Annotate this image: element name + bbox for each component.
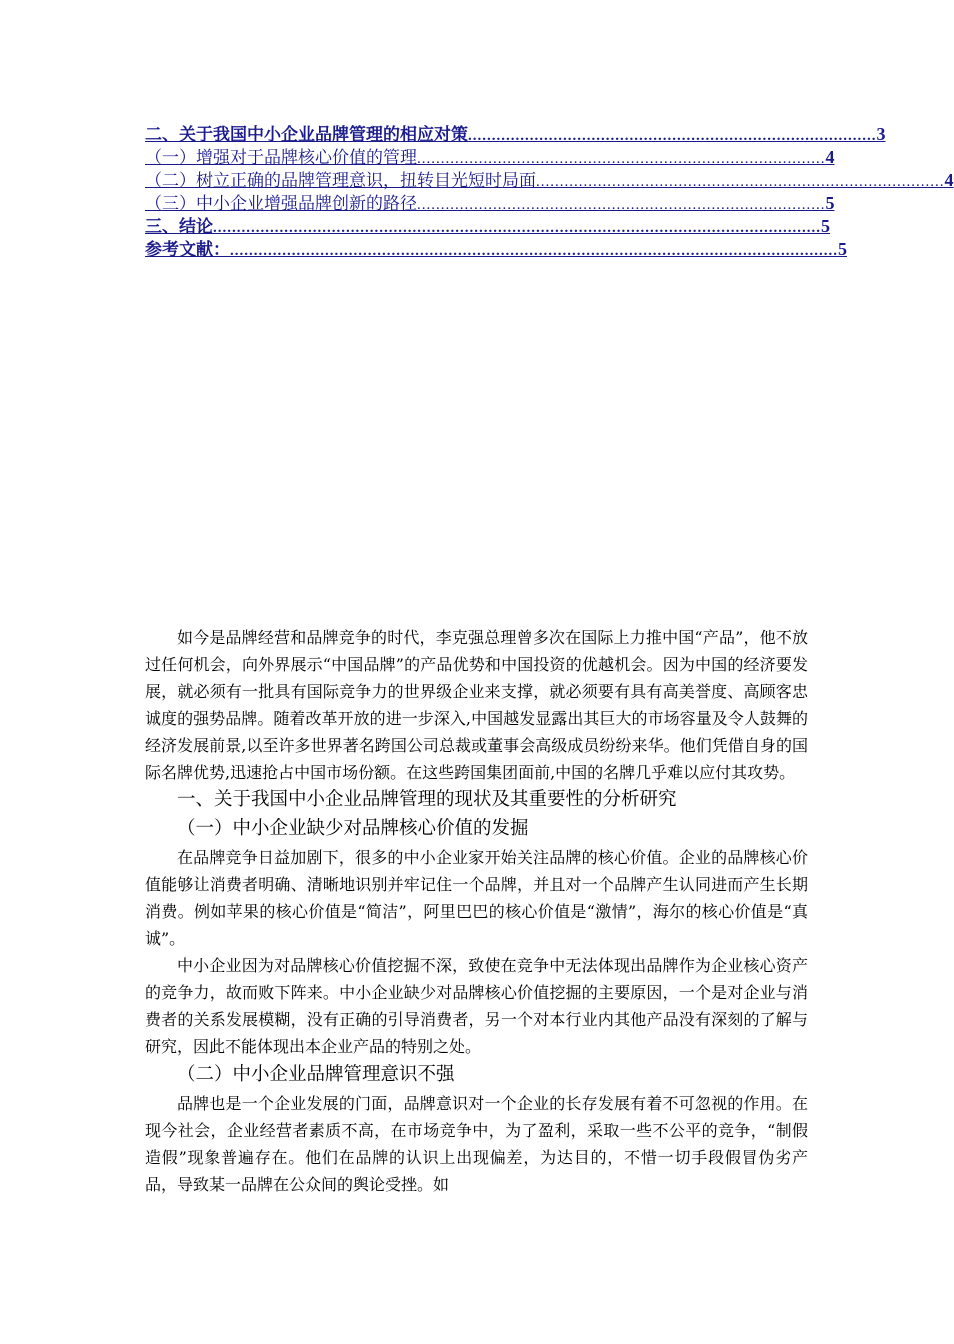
toc-leader-dots: ...................................................................................... xyxy=(536,174,945,190)
subsection-2-paragraph-1: 品牌也是一个企业发展的门面，品牌意识对一个企业的长存发展有着不可忽视的作用。在现今社会，企业经营者素质不高，在市场竞争中，为了盈利，采取一些不公平的竞争，“制假造假”现象普遍存在。他们在品牌的认识上出现偏差，为达目的，不惜一切手段假冒伪劣产品，导致某一品牌在公众间的舆论受挫。如 xyxy=(145,1094,808,1194)
toc-entry-section-3[interactable] xyxy=(145,215,830,238)
subsection-1-heading: （一）中小企业缺少对品牌核心价值的发掘 xyxy=(177,818,529,839)
toc-entry-title: （三）中小企业增强品牌创新的路径 xyxy=(145,194,417,214)
toc-page-number: 5 xyxy=(821,216,830,236)
table-of-contents xyxy=(145,123,954,261)
document-body xyxy=(145,624,808,1198)
toc-page-number: 4 xyxy=(944,170,954,190)
subsection-1-paragraph-1: 在品牌竞争日益加剧下，很多的中小企业家开始关注品牌的核心价值。企业的品牌核心价值能够让消费者明确、清晰地识别并牢记住一个品牌，并且对一个品牌产生认同进而产生长期消费。例如苹果的核心价值是“简洁”，阿里巴巴的核心价值是“激情”，海尔的核心价值是“真诚”。 xyxy=(145,848,808,948)
toc-leader-dots: ................................................................................................................................ xyxy=(230,243,838,259)
toc-page-number: 5 xyxy=(825,193,835,213)
toc-page-number: 4 xyxy=(825,147,835,167)
toc-entry-section-2-1[interactable] xyxy=(145,146,835,169)
toc-entry-section-2-2[interactable] xyxy=(145,169,954,192)
toc-page-number: 5 xyxy=(838,239,847,259)
subsection-1-paragraph-2: 中小企业因为对品牌核心价值挖掘不深，致使在竞争中无法体现出品牌作为企业核心资产的竞争力，故而败下阵来。中小企业缺少对品牌核心价值挖掘的主要原因，一个是对企业与消费者的关系发展模糊，没有正确的引导消费者，另一个对本行业内其他产品没有深刻的了解与研究，因此不能体现出本企业产品的特别之处。 xyxy=(145,956,808,1056)
toc-leader-dots: ................................................................................................................................ xyxy=(213,220,821,236)
intro-paragraph: 如今是品牌经营和品牌竞争的时代，李克强总理曾多次在国际上力推中国“产品”，他不放过任何机会，向外界展示“中国品牌”的产品优势和中国投资的优越机会。因为中国的经济要发展，就必须有一批具有国际竞争力的世界级企业来支撑，就必须要有具有高美誉度、高顾客忠诚度的强势品牌。随着改革开放的进一步深入,中国越发显露出其巨大的市场容量及令人鼓舞的经济发展前景,以至许多世界著名跨国公司总裁或董事会高级成员纷纷来华。他们凭借自身的国际名牌优势,迅速抢占中国市场份额。在这些跨国集团面前,中国的名牌几乎难以应付其攻势。 xyxy=(145,628,808,782)
toc-entry-title: 参考文献： xyxy=(145,240,230,260)
toc-entry-title: 二、关于我国中小企业品牌管理的相应对策 xyxy=(145,125,468,145)
toc-leader-dots: ...................................................................................... xyxy=(417,197,826,213)
section-1-heading: 一、关于我国中小企业品牌管理的现状及其重要性的分析研究 xyxy=(177,789,677,810)
toc-entry-section-2[interactable] xyxy=(145,123,886,146)
toc-entry-title: （一）增强对于品牌核心价值的管理 xyxy=(145,148,417,168)
toc-entry-section-2-3[interactable] xyxy=(145,192,835,215)
toc-entry-title: （二）树立正确的品牌管理意识，扭转目光短时局面 xyxy=(145,171,536,191)
toc-leader-dots: ...................................................................................... xyxy=(417,151,826,167)
toc-leader-dots: ...................................................................................... xyxy=(468,128,877,144)
toc-entry-references[interactable] xyxy=(145,238,847,261)
toc-entry-title: 三、结论 xyxy=(145,217,213,237)
toc-page-number: 3 xyxy=(876,124,886,144)
subsection-2-heading: （二）中小企业品牌管理意识不强 xyxy=(177,1064,455,1085)
